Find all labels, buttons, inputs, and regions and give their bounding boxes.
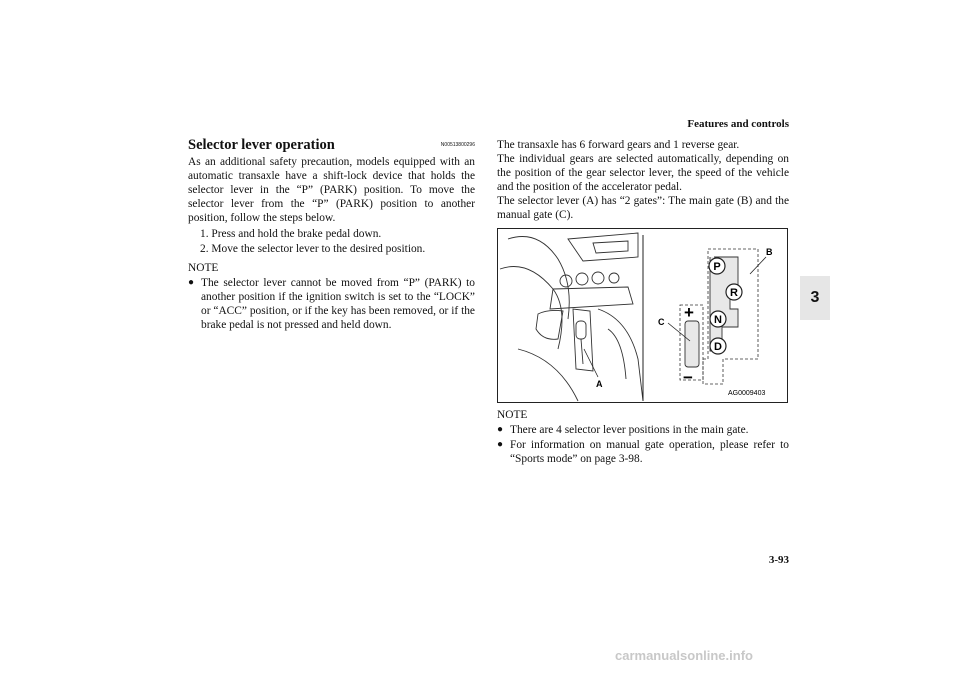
note-label: NOTE — [497, 409, 528, 421]
label-b: B — [766, 247, 773, 257]
note-text: The selector lever cannot be moved from “P” (PARK) to another position if the ignition switch is set to the “LOCK” or “ACC” position, or if the key has been removed, or if the brake pedal is not pressed and held down. — [201, 277, 475, 331]
bullet-icon: ● — [497, 424, 504, 435]
label-a: A — [596, 379, 603, 389]
gear-n — [710, 311, 726, 327]
step-item: 1. Press and hold the brake pedal down. — [200, 228, 382, 240]
console-drawing — [500, 233, 643, 401]
manual-gate-channel — [685, 321, 699, 367]
plus-symbol: + — [684, 303, 694, 322]
gear-r-label: R — [730, 287, 738, 299]
left-column — [188, 138, 475, 332]
watermark: carmanualsonline.info — [615, 648, 753, 663]
step-item: 2. Move the selector lever to the desired position. — [200, 243, 426, 255]
steps-list — [200, 227, 475, 256]
bullet-icon: ● — [497, 439, 504, 450]
minus-symbol: − — [683, 368, 693, 387]
paragraph: The transaxle has 6 forward gears and 1 reverse gear. — [497, 139, 740, 151]
note-label: NOTE — [188, 262, 219, 274]
note-text: For information on manual gate operation, please refer to “Sports mode” on page 3-98. — [510, 439, 789, 465]
gear-r — [726, 284, 742, 300]
page-number: 3-93 — [768, 554, 789, 566]
gear-p-label: P — [713, 261, 721, 273]
bullet-icon: ● — [188, 277, 195, 288]
label-c: C — [658, 317, 665, 327]
note-text: There are 4 selector lever positions in the main gate. — [510, 424, 749, 436]
figure-code: AG0009403 — [728, 390, 766, 397]
paragraph: The individual gears are selected automatically, depending on the position of the gear selector lever, the speed of the vehicle and the position of the accelerator pedal. — [497, 153, 789, 193]
gear-d-label: D — [714, 341, 722, 353]
selector-lever-figure — [497, 228, 788, 403]
note-item — [188, 276, 475, 332]
gear-d — [710, 338, 726, 354]
intro-paragraph: As an additional safety precaution, models equipped with an automatic transaxle have a shift-lock device that holds the selector lever in the “P” (PARK) position. To move the selector lever from the “P” (PARK) position to another position, follow the steps below. — [188, 156, 475, 224]
page-header-title: Features and controls — [687, 118, 789, 130]
gear-n-label: N — [714, 314, 722, 326]
right-column — [497, 138, 789, 466]
paragraph: The selector lever (A) has “2 gates”: The main gate (B) and the manual gate (C). — [497, 195, 789, 221]
gear-p — [709, 258, 725, 274]
leader-line-a — [584, 349, 598, 377]
section-title: Selector lever operation — [188, 137, 335, 153]
figure-illustration — [498, 229, 787, 402]
note-item — [497, 438, 789, 466]
section-header — [188, 138, 475, 152]
section-code: N00513800296 — [440, 142, 475, 148]
chapter-tab: 3 — [800, 276, 830, 320]
note-item — [497, 423, 789, 437]
